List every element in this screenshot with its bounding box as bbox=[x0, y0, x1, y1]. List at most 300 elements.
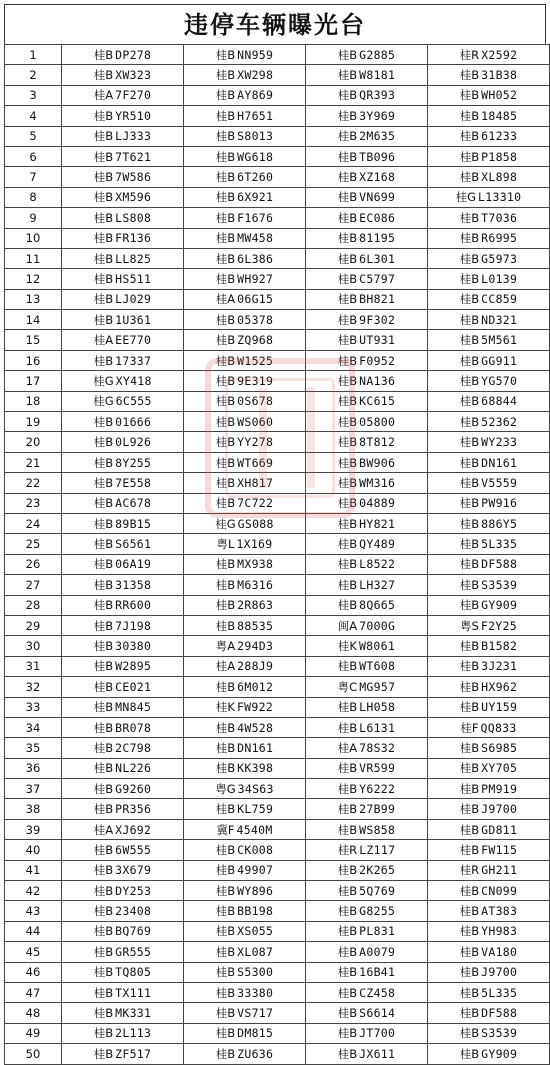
plate-cell bbox=[62, 65, 184, 85]
table-row bbox=[5, 1044, 550, 1064]
plate-number: GH211 bbox=[481, 863, 518, 878]
plate-prefix: 桂B bbox=[337, 190, 358, 205]
plate-prefix: 桂B bbox=[215, 210, 236, 225]
plate-cell bbox=[306, 554, 428, 574]
plate-prefix: 桂B bbox=[459, 149, 480, 164]
plate-cell bbox=[62, 636, 184, 656]
row-number: 43 bbox=[5, 901, 62, 921]
plate-number: WY233 bbox=[481, 435, 518, 450]
plate-cell bbox=[184, 799, 306, 819]
plate-cell bbox=[428, 656, 550, 676]
plate-number: NL226 bbox=[115, 761, 152, 776]
plate-cell bbox=[184, 1023, 306, 1043]
plate-number: 8Y255 bbox=[115, 455, 152, 470]
plate-prefix: 桂B bbox=[215, 373, 236, 388]
plate-cell bbox=[184, 45, 306, 65]
row-number: 20 bbox=[5, 432, 62, 452]
plate-prefix: 桂B bbox=[459, 740, 480, 755]
plate-cell bbox=[184, 513, 306, 533]
plate-cell bbox=[62, 289, 184, 309]
row-number: 3 bbox=[5, 85, 62, 105]
plate-prefix: 桂B bbox=[337, 435, 358, 450]
plate-number: MG957 bbox=[359, 679, 396, 694]
row-number: 37 bbox=[5, 779, 62, 799]
plate-cell bbox=[184, 554, 306, 574]
plate-prefix: 桂B bbox=[93, 720, 114, 735]
plate-number: RR600 bbox=[115, 598, 152, 613]
plate-prefix: 桂B bbox=[215, 149, 236, 164]
plate-cell bbox=[62, 677, 184, 697]
table-row bbox=[5, 371, 550, 391]
plate-cell bbox=[428, 350, 550, 370]
plate-number: W1525 bbox=[237, 353, 274, 368]
plate-prefix: 桂B bbox=[459, 129, 480, 144]
plate-number: WG618 bbox=[237, 149, 274, 164]
plate-cell bbox=[184, 595, 306, 615]
plate-number: M6316 bbox=[237, 577, 274, 592]
plate-prefix: 桂B bbox=[337, 1026, 358, 1041]
plate-prefix: 桂B bbox=[215, 965, 236, 980]
plate-number: JX611 bbox=[359, 1046, 396, 1061]
plate-prefix: 桂B bbox=[215, 475, 236, 490]
plate-cell bbox=[62, 228, 184, 248]
plate-cell bbox=[184, 1044, 306, 1064]
plate-cell bbox=[184, 840, 306, 860]
plate-number: BR078 bbox=[115, 720, 152, 735]
plate-prefix: 桂B bbox=[215, 842, 236, 857]
plate-prefix: 桂B bbox=[215, 679, 236, 694]
plate-prefix: 桂B bbox=[93, 47, 114, 62]
plate-cell bbox=[62, 350, 184, 370]
plate-prefix: 桂B bbox=[215, 271, 236, 286]
plate-number: MK331 bbox=[115, 1006, 152, 1021]
table-row bbox=[5, 289, 550, 309]
plate-number: 06G15 bbox=[237, 292, 274, 307]
plate-number: XL087 bbox=[237, 944, 274, 959]
plate-number: G9260 bbox=[115, 781, 152, 796]
row-number: 23 bbox=[5, 493, 62, 513]
plate-number: 8T812 bbox=[359, 435, 396, 450]
plate-cell bbox=[428, 1044, 550, 1064]
plate-prefix: 桂A bbox=[93, 88, 114, 103]
plate-prefix: 桂B bbox=[459, 904, 480, 919]
table-row bbox=[5, 45, 550, 65]
plate-cell bbox=[306, 330, 428, 350]
row-number: 35 bbox=[5, 738, 62, 758]
plate-prefix: 桂B bbox=[93, 129, 114, 144]
plate-prefix: 粤L bbox=[216, 537, 235, 552]
plate-cell bbox=[428, 962, 550, 982]
plate-number: F1676 bbox=[237, 210, 274, 225]
plate-prefix: 桂R bbox=[459, 863, 480, 878]
plate-number: 18485 bbox=[481, 108, 518, 123]
table-row bbox=[5, 717, 550, 737]
plate-cell bbox=[184, 738, 306, 758]
plate-cell bbox=[62, 554, 184, 574]
table-row bbox=[5, 391, 550, 411]
plate-prefix: 桂B bbox=[93, 68, 114, 83]
plate-prefix: 桂B bbox=[215, 1006, 236, 1021]
table-row bbox=[5, 187, 550, 207]
plate-prefix: 桂B bbox=[459, 781, 480, 796]
plate-number: 6L301 bbox=[359, 251, 396, 266]
plate-cell bbox=[428, 901, 550, 921]
plate-cell bbox=[62, 126, 184, 146]
plate-number: J9700 bbox=[481, 965, 518, 980]
plate-prefix: 桂B bbox=[337, 577, 358, 592]
plate-number: 7C722 bbox=[237, 496, 274, 511]
row-number: 46 bbox=[5, 962, 62, 982]
table-row bbox=[5, 248, 550, 268]
plate-number: XS055 bbox=[237, 924, 274, 939]
row-number: 49 bbox=[5, 1023, 62, 1043]
plate-cell bbox=[306, 289, 428, 309]
plate-cell bbox=[306, 1044, 428, 1064]
table-row bbox=[5, 493, 550, 513]
plate-prefix: 桂B bbox=[93, 740, 114, 755]
plate-cell bbox=[306, 1023, 428, 1043]
table-row bbox=[5, 146, 550, 166]
plate-cell bbox=[428, 412, 550, 432]
plate-cell bbox=[428, 554, 550, 574]
plate-number: UT931 bbox=[359, 333, 396, 348]
plate-number: 2L113 bbox=[115, 1026, 152, 1041]
plate-prefix: 桂B bbox=[459, 394, 480, 409]
plate-cell bbox=[184, 982, 306, 1002]
row-number: 18 bbox=[5, 391, 62, 411]
table-row bbox=[5, 473, 550, 493]
plate-number: GY909 bbox=[481, 1046, 518, 1061]
plate-number: KK398 bbox=[237, 761, 274, 776]
table-row bbox=[5, 860, 550, 880]
plate-cell bbox=[184, 779, 306, 799]
plate-number: 4W528 bbox=[237, 720, 274, 735]
plate-prefix: 桂B bbox=[215, 496, 236, 511]
plate-prefix: 桂B bbox=[337, 863, 358, 878]
row-number: 47 bbox=[5, 982, 62, 1002]
plate-number: 9F302 bbox=[359, 312, 396, 327]
table-row bbox=[5, 330, 550, 350]
plate-prefix: 桂B bbox=[215, 557, 236, 572]
plate-cell bbox=[184, 432, 306, 452]
plate-prefix: 桂B bbox=[337, 68, 358, 83]
row-number: 48 bbox=[5, 1003, 62, 1023]
plate-number: 6L386 bbox=[237, 251, 274, 266]
plate-prefix: 桂B bbox=[215, 394, 236, 409]
row-number: 31 bbox=[5, 656, 62, 676]
plate-number: GY909 bbox=[481, 598, 518, 613]
plate-number: BQ769 bbox=[115, 924, 152, 939]
row-number: 34 bbox=[5, 717, 62, 737]
plate-prefix: 桂B bbox=[215, 802, 236, 817]
plate-prefix: 桂B bbox=[93, 700, 114, 715]
plate-number: 33380 bbox=[237, 985, 274, 1000]
plate-prefix: 桂B bbox=[215, 577, 236, 592]
plate-number: 88535 bbox=[237, 618, 274, 633]
plate-cell bbox=[62, 310, 184, 330]
plate-number: 2K265 bbox=[359, 863, 396, 878]
plate-prefix: 桂B bbox=[337, 720, 358, 735]
plate-cell bbox=[306, 697, 428, 717]
plate-cell bbox=[184, 677, 306, 697]
plate-prefix: 桂B bbox=[93, 312, 114, 327]
plate-number: VA180 bbox=[481, 944, 518, 959]
plate-number: BH821 bbox=[359, 292, 396, 307]
row-number: 42 bbox=[5, 881, 62, 901]
plate-cell bbox=[184, 921, 306, 941]
plate-number: F2Y25 bbox=[480, 618, 517, 633]
plate-cell bbox=[184, 350, 306, 370]
plate-cell bbox=[306, 412, 428, 432]
plate-prefix: 桂B bbox=[337, 944, 358, 959]
plate-prefix: 桂B bbox=[337, 700, 358, 715]
row-number: 19 bbox=[5, 412, 62, 432]
plate-prefix: 桂B bbox=[93, 210, 114, 225]
plate-prefix: 桂B bbox=[459, 496, 480, 511]
plate-number: S6614 bbox=[359, 1006, 396, 1021]
plate-prefix: 桂B bbox=[93, 761, 114, 776]
plate-prefix: 桂A bbox=[215, 659, 236, 674]
plate-cell bbox=[184, 208, 306, 228]
plate-cell bbox=[428, 1023, 550, 1043]
plate-cell bbox=[306, 350, 428, 370]
plate-prefix: 桂B bbox=[93, 598, 114, 613]
plate-prefix: 桂B bbox=[215, 1026, 236, 1041]
plate-number: XL898 bbox=[481, 170, 518, 185]
plate-prefix: 闽A bbox=[337, 618, 358, 633]
plate-prefix: 桂B bbox=[215, 231, 236, 246]
plate-prefix: 粤A bbox=[215, 639, 236, 654]
plate-number: 294D3 bbox=[237, 639, 274, 654]
plate-number: G5973 bbox=[481, 251, 518, 266]
plate-number: TX111 bbox=[115, 985, 152, 1000]
plate-prefix: 桂R bbox=[337, 842, 358, 857]
table-row bbox=[5, 1023, 550, 1043]
plate-number: 6C555 bbox=[115, 394, 152, 409]
plate-prefix: 桂B bbox=[93, 557, 114, 572]
table-row bbox=[5, 656, 550, 676]
plate-prefix: 桂B bbox=[93, 679, 114, 694]
plate-cell bbox=[62, 330, 184, 350]
plate-prefix: 桂B bbox=[93, 1046, 114, 1061]
plate-prefix: 桂B bbox=[337, 924, 358, 939]
plate-cell bbox=[184, 330, 306, 350]
plate-cell bbox=[62, 982, 184, 1002]
plate-cell bbox=[428, 126, 550, 146]
plate-cell bbox=[184, 860, 306, 880]
plate-cell bbox=[62, 615, 184, 635]
plate-cell bbox=[306, 187, 428, 207]
table-row bbox=[5, 65, 550, 85]
plate-prefix: 桂B bbox=[337, 598, 358, 613]
plate-cell bbox=[428, 473, 550, 493]
plate-prefix: 桂B bbox=[459, 802, 480, 817]
plate-prefix: 桂B bbox=[93, 924, 114, 939]
plate-number: S6561 bbox=[115, 537, 152, 552]
plate-prefix: 桂B bbox=[459, 271, 480, 286]
plates-table-body bbox=[5, 45, 550, 1065]
plate-cell bbox=[428, 45, 550, 65]
plate-cell bbox=[184, 371, 306, 391]
plate-prefix: 桂B bbox=[337, 170, 358, 185]
plate-cell bbox=[428, 228, 550, 248]
plate-cell bbox=[428, 371, 550, 391]
plate-number: S3539 bbox=[481, 577, 518, 592]
plate-prefix: 桂F bbox=[460, 720, 479, 735]
plate-prefix: 桂B bbox=[459, 924, 480, 939]
plate-prefix: 桂B bbox=[93, 516, 114, 531]
plate-cell bbox=[428, 391, 550, 411]
plate-number: WH927 bbox=[237, 271, 274, 286]
plate-prefix: 桂B bbox=[215, 312, 236, 327]
plate-prefix: 桂B bbox=[215, 435, 236, 450]
table-row bbox=[5, 901, 550, 921]
plate-cell bbox=[306, 717, 428, 737]
plate-prefix: 桂G bbox=[93, 394, 114, 409]
plate-number: 2M635 bbox=[359, 129, 396, 144]
plate-prefix: 桂B bbox=[459, 1006, 480, 1021]
plate-prefix: 桂B bbox=[93, 231, 114, 246]
plate-number: XW298 bbox=[237, 68, 274, 83]
plate-prefix: 桂B bbox=[93, 577, 114, 592]
plate-prefix: 桂B bbox=[337, 414, 358, 429]
plate-prefix: 桂B bbox=[459, 659, 480, 674]
table-row bbox=[5, 1003, 550, 1023]
plate-cell bbox=[62, 534, 184, 554]
plate-cell bbox=[428, 534, 550, 554]
plate-prefix: 桂B bbox=[215, 47, 236, 62]
plate-cell bbox=[306, 228, 428, 248]
table-row bbox=[5, 819, 550, 839]
plate-number: BB198 bbox=[237, 904, 274, 919]
plate-number: DN161 bbox=[481, 455, 518, 470]
plate-number: CC859 bbox=[481, 292, 518, 307]
plate-number: XY705 bbox=[481, 761, 518, 776]
plate-prefix: 桂B bbox=[93, 170, 114, 185]
plate-number: L8522 bbox=[359, 557, 396, 572]
plate-number: FR136 bbox=[115, 231, 152, 246]
plate-number: 52362 bbox=[481, 414, 518, 429]
plate-number: QY489 bbox=[359, 537, 396, 552]
plate-prefix: 桂B bbox=[337, 904, 358, 919]
plate-cell bbox=[428, 799, 550, 819]
row-number: 32 bbox=[5, 677, 62, 697]
plate-number: 6X921 bbox=[237, 190, 274, 205]
row-number: 7 bbox=[5, 167, 62, 187]
plate-prefix: 桂B bbox=[93, 904, 114, 919]
plate-number: XJ692 bbox=[115, 822, 152, 837]
plate-prefix: 桂B bbox=[459, 292, 480, 307]
plate-cell bbox=[428, 330, 550, 350]
plate-number: C5797 bbox=[359, 271, 396, 286]
table-row bbox=[5, 636, 550, 656]
row-number: 40 bbox=[5, 840, 62, 860]
plate-prefix: 桂B bbox=[215, 353, 236, 368]
plate-prefix: 桂B bbox=[337, 822, 358, 837]
row-number: 14 bbox=[5, 310, 62, 330]
plate-number: DN161 bbox=[237, 740, 274, 755]
plate-number: 5M561 bbox=[481, 333, 518, 348]
plate-cell bbox=[62, 1044, 184, 1064]
table-row bbox=[5, 167, 550, 187]
plate-prefix: 桂B bbox=[93, 802, 114, 817]
plate-number: LJ029 bbox=[115, 292, 152, 307]
plate-number: J9700 bbox=[481, 802, 518, 817]
row-number: 39 bbox=[5, 819, 62, 839]
plate-number: XZ168 bbox=[359, 170, 396, 185]
plate-prefix: 桂B bbox=[459, 108, 480, 123]
plate-prefix: 桂B bbox=[459, 88, 480, 103]
plate-cell bbox=[428, 167, 550, 187]
plate-number: WM316 bbox=[359, 475, 396, 490]
row-number: 15 bbox=[5, 330, 62, 350]
plate-cell bbox=[62, 717, 184, 737]
plate-cell bbox=[62, 921, 184, 941]
plate-prefix: 桂B bbox=[459, 965, 480, 980]
plate-cell bbox=[428, 187, 550, 207]
plate-prefix: 桂B bbox=[93, 149, 114, 164]
table-row bbox=[5, 840, 550, 860]
plates-table bbox=[4, 44, 550, 1065]
plate-prefix: 桂B bbox=[215, 251, 236, 266]
plate-prefix: 桂B bbox=[93, 496, 114, 511]
row-number: 1 bbox=[5, 45, 62, 65]
table-row bbox=[5, 85, 550, 105]
plate-number: 0L926 bbox=[115, 435, 152, 450]
plate-number: 78S32 bbox=[359, 740, 396, 755]
plate-prefix: 桂B bbox=[215, 414, 236, 429]
plate-number: T7036 bbox=[481, 210, 518, 225]
plate-number: 886Y5 bbox=[481, 516, 518, 531]
plate-cell bbox=[184, 126, 306, 146]
plate-prefix: 桂B bbox=[337, 231, 358, 246]
plate-prefix: 桂B bbox=[337, 394, 358, 409]
plate-number: AT383 bbox=[481, 904, 518, 919]
plate-prefix: 桂B bbox=[459, 231, 480, 246]
row-number: 8 bbox=[5, 187, 62, 207]
plate-cell bbox=[306, 452, 428, 472]
table-row bbox=[5, 452, 550, 472]
plate-cell bbox=[62, 1023, 184, 1043]
plate-cell bbox=[184, 228, 306, 248]
plate-cell bbox=[428, 85, 550, 105]
plate-number: 9E319 bbox=[237, 373, 274, 388]
plate-cell bbox=[306, 432, 428, 452]
plate-prefix: 桂B bbox=[459, 435, 480, 450]
plate-cell bbox=[306, 310, 428, 330]
plate-cell bbox=[306, 248, 428, 268]
plate-number: 6T260 bbox=[237, 170, 274, 185]
plate-prefix: 桂B bbox=[215, 944, 236, 959]
row-number: 26 bbox=[5, 554, 62, 574]
plate-cell bbox=[62, 187, 184, 207]
plate-prefix: 桂B bbox=[215, 720, 236, 735]
plate-prefix: 桂B bbox=[215, 1046, 236, 1061]
plate-number: GR555 bbox=[115, 944, 152, 959]
plate-number: 1X169 bbox=[236, 537, 273, 552]
row-number: 10 bbox=[5, 228, 62, 248]
plate-prefix: 桂B bbox=[459, 353, 480, 368]
plate-prefix: 桂K bbox=[337, 639, 357, 654]
plate-number: 30380 bbox=[115, 639, 152, 654]
plate-prefix: 桂B bbox=[337, 965, 358, 980]
row-number: 45 bbox=[5, 942, 62, 962]
plate-prefix: 桂B bbox=[337, 537, 358, 552]
plate-cell bbox=[62, 819, 184, 839]
plate-cell bbox=[62, 85, 184, 105]
row-number: 36 bbox=[5, 758, 62, 778]
plate-cell bbox=[62, 208, 184, 228]
